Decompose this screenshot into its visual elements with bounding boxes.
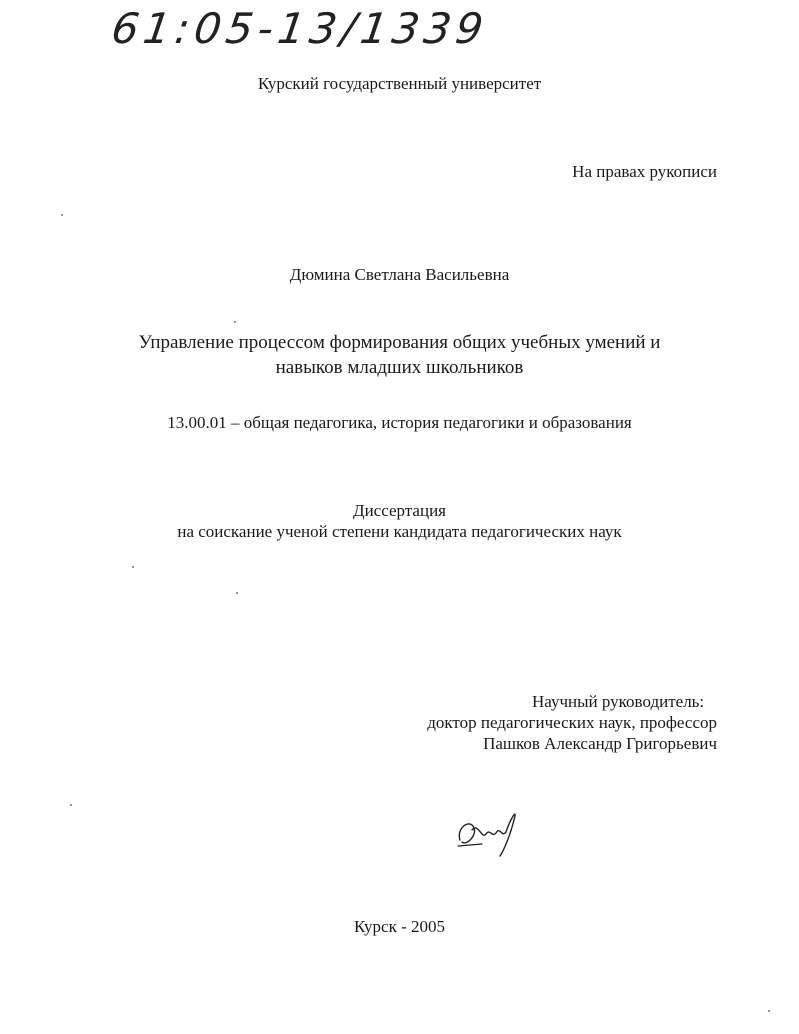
- university-name: Курский государственный университет: [257, 74, 542, 93]
- handwritten-catalog-number: 61:05-13/1339: [108, 4, 492, 53]
- supervisor-name: Пашков Александр Григорьевич: [483, 734, 717, 753]
- thesis-title-line-2: навыков младших школьников: [275, 357, 524, 378]
- manuscript-note: На правах рукописи: [572, 162, 717, 181]
- supervisor-heading: Научный руководитель:: [532, 692, 705, 711]
- scan-speck: [132, 566, 134, 568]
- scan-speck: [70, 804, 72, 806]
- scan-speck: [236, 592, 238, 594]
- specialty-code: 13.00.01 – общая педагогика, история педагогики и образования: [167, 413, 632, 432]
- degree-description: на соискание ученой степени кандидата педагогических наук: [177, 522, 622, 541]
- city-year: Курск - 2005: [353, 917, 446, 936]
- signature: [452, 800, 532, 860]
- supervisor-credentials: доктор педагогических наук, профессор: [427, 713, 717, 732]
- scan-speck: [234, 321, 236, 323]
- scan-speck: [61, 214, 63, 216]
- author-name: Дюмина Светлана Васильевна: [289, 265, 510, 284]
- scan-speck: [768, 1010, 770, 1012]
- thesis-title-line-1: Управление процессом формирования общих учебных умений и: [138, 332, 661, 353]
- dissertation-label: Диссертация: [352, 501, 446, 520]
